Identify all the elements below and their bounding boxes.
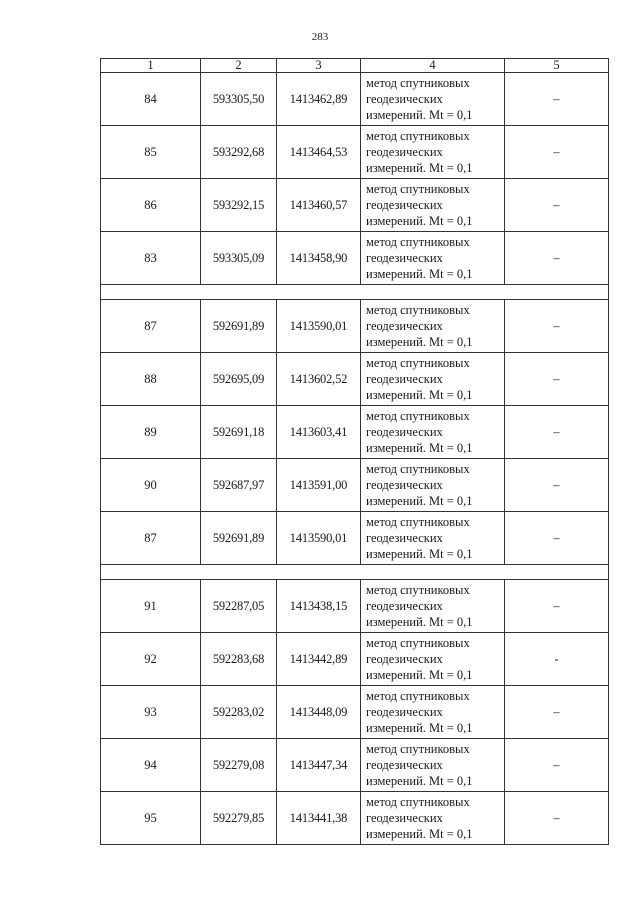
coordinate-x: 592283,02: [201, 686, 277, 739]
coordinate-y: 1413458,90: [277, 232, 361, 285]
header-cell: 5: [505, 59, 609, 73]
coordinate-y: 1413441,38: [277, 792, 361, 845]
method-line: метод спутниковых: [366, 76, 470, 90]
point-number: 93: [101, 686, 201, 739]
note-cell: –: [505, 406, 609, 459]
group-separator-row: [101, 565, 609, 580]
method-line: геодезических: [366, 758, 443, 772]
method-line: метод спутниковых: [366, 636, 470, 650]
note-cell: –: [505, 686, 609, 739]
point-number: 91: [101, 580, 201, 633]
method-line: геодезических: [366, 478, 443, 492]
table-row: [101, 353, 609, 406]
coordinate-x: 592691,89: [201, 512, 277, 565]
note-cell: –: [505, 739, 609, 792]
coordinates-table: [100, 58, 609, 845]
method-line: измерений. Mt = 0,1: [366, 547, 473, 561]
note-cell: –: [505, 232, 609, 285]
method-description: [361, 739, 505, 792]
method-line: геодезических: [366, 531, 443, 545]
method-line: измерений. Mt = 0,1: [366, 161, 473, 175]
method-line: геодезических: [366, 652, 443, 666]
method-line: измерений. Mt = 0,1: [366, 335, 473, 349]
method-line: геодезических: [366, 811, 443, 825]
coordinate-x: 592283,68: [201, 633, 277, 686]
point-number: 95: [101, 792, 201, 845]
group-separator-row: [101, 285, 609, 300]
note-cell: –: [505, 512, 609, 565]
note-cell: –: [505, 73, 609, 126]
coordinate-y: 1413591,00: [277, 459, 361, 512]
method-line: измерений. Mt = 0,1: [366, 214, 473, 228]
coordinate-x: 592687,97: [201, 459, 277, 512]
coordinate-y: 1413590,01: [277, 300, 361, 353]
coordinate-x: 593305,09: [201, 232, 277, 285]
coordinate-y: 1413447,34: [277, 739, 361, 792]
table-row: [101, 406, 609, 459]
coordinate-x: 592279,08: [201, 739, 277, 792]
method-line: измерений. Mt = 0,1: [366, 774, 473, 788]
table-row: [101, 459, 609, 512]
method-description: [361, 459, 505, 512]
method-line: метод спутниковых: [366, 303, 470, 317]
method-line: измерений. Mt = 0,1: [366, 721, 473, 735]
point-number: 87: [101, 512, 201, 565]
method-line: метод спутниковых: [366, 462, 470, 476]
header-cell: 2: [201, 59, 277, 73]
table-header-row: [101, 59, 609, 73]
table-row: [101, 580, 609, 633]
method-line: метод спутниковых: [366, 795, 470, 809]
method-line: геодезических: [366, 319, 443, 333]
method-line: метод спутниковых: [366, 409, 470, 423]
note-cell: –: [505, 353, 609, 406]
table-row: [101, 512, 609, 565]
coordinate-y: 1413602,52: [277, 353, 361, 406]
method-line: геодезических: [366, 198, 443, 212]
method-description: [361, 512, 505, 565]
coordinate-y: 1413464,53: [277, 126, 361, 179]
coordinate-x: 592691,18: [201, 406, 277, 459]
point-number: 89: [101, 406, 201, 459]
note-cell: –: [505, 179, 609, 232]
method-line: геодезических: [366, 92, 443, 106]
coordinate-y: 1413448,09: [277, 686, 361, 739]
coordinate-x: 592695,09: [201, 353, 277, 406]
method-line: метод спутниковых: [366, 689, 470, 703]
table-row: [101, 232, 609, 285]
table-row: [101, 633, 609, 686]
method-line: измерений. Mt = 0,1: [366, 668, 473, 682]
method-description: [361, 580, 505, 633]
note-cell: –: [505, 300, 609, 353]
method-line: измерений. Mt = 0,1: [366, 108, 473, 122]
method-description: [361, 406, 505, 459]
point-number: 90: [101, 459, 201, 512]
point-number: 94: [101, 739, 201, 792]
table-row: [101, 686, 609, 739]
coordinate-y: 1413590,01: [277, 512, 361, 565]
table-row: [101, 73, 609, 126]
method-line: измерений. Mt = 0,1: [366, 388, 473, 402]
method-line: геодезических: [366, 425, 443, 439]
method-line: метод спутниковых: [366, 515, 470, 529]
table-row: [101, 126, 609, 179]
method-line: геодезических: [366, 705, 443, 719]
method-line: измерений. Mt = 0,1: [366, 441, 473, 455]
method-line: измерений. Mt = 0,1: [366, 267, 473, 281]
method-line: метод спутниковых: [366, 235, 470, 249]
page-number: 283: [311, 31, 329, 43]
coordinate-x: 593305,50: [201, 73, 277, 126]
method-line: метод спутниковых: [366, 742, 470, 756]
method-line: измерений. Mt = 0,1: [366, 494, 473, 508]
method-description: [361, 633, 505, 686]
method-line: измерений. Mt = 0,1: [366, 615, 473, 629]
point-number: 92: [101, 633, 201, 686]
method-line: метод спутниковых: [366, 583, 470, 597]
point-number: 85: [101, 126, 201, 179]
coordinate-y: 1413442,89: [277, 633, 361, 686]
note-cell: –: [505, 126, 609, 179]
table-row: [101, 739, 609, 792]
header-cell: 3: [277, 59, 361, 73]
note-cell: –: [505, 580, 609, 633]
note-cell: –: [505, 792, 609, 845]
method-description: [361, 353, 505, 406]
point-number: 84: [101, 73, 201, 126]
coordinate-y: 1413462,89: [277, 73, 361, 126]
method-description: [361, 792, 505, 845]
method-line: геодезических: [366, 372, 443, 386]
method-line: измерений. Mt = 0,1: [366, 827, 473, 841]
method-description: [361, 179, 505, 232]
coordinate-y: 1413603,41: [277, 406, 361, 459]
method-description: [361, 73, 505, 126]
table-row: [101, 300, 609, 353]
point-number: 87: [101, 300, 201, 353]
coordinate-y: 1413438,15: [277, 580, 361, 633]
coordinate-x: 593292,68: [201, 126, 277, 179]
table-row: [101, 179, 609, 232]
coordinate-y: 1413460,57: [277, 179, 361, 232]
point-number: 86: [101, 179, 201, 232]
header-cell: 4: [361, 59, 505, 73]
note-cell: -: [505, 633, 609, 686]
method-description: [361, 300, 505, 353]
point-number: 83: [101, 232, 201, 285]
method-line: метод спутниковых: [366, 356, 470, 370]
group-separator: [101, 285, 609, 300]
point-number: 88: [101, 353, 201, 406]
method-line: метод спутниковых: [366, 129, 470, 143]
table-row: [101, 792, 609, 845]
coordinate-x: 592287,05: [201, 580, 277, 633]
coordinate-x: 592279,85: [201, 792, 277, 845]
method-line: геодезических: [366, 599, 443, 613]
group-separator: [101, 565, 609, 580]
coordinate-x: 593292,15: [201, 179, 277, 232]
method-description: [361, 126, 505, 179]
coordinate-x: 592691,89: [201, 300, 277, 353]
method-line: метод спутниковых: [366, 182, 470, 196]
method-description: [361, 232, 505, 285]
method-line: геодезических: [366, 251, 443, 265]
method-description: [361, 686, 505, 739]
header-cell: 1: [101, 59, 201, 73]
method-line: геодезических: [366, 145, 443, 159]
note-cell: –: [505, 459, 609, 512]
